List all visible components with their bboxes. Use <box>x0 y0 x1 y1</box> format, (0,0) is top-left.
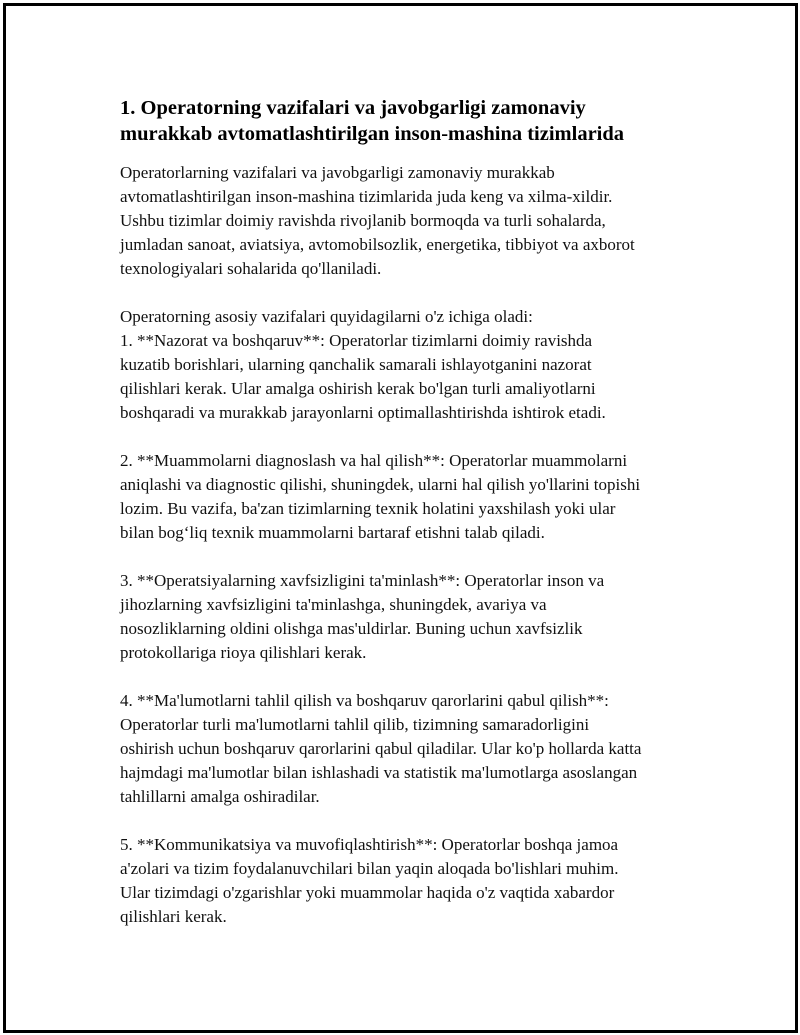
list-item: 2. **Muammolarni diagnoslash va hal qilish**: Operatorlar muammolarni aniqlashi va diagnostic qilishi, shuningdek, ularni hal qilish yo'llarini topishi lozim. Bu vazifa, ba'zan tizimlarning texnik holatini yaxshilash yoki ular bilan bog‘liq texnik muammolarni bartaraf etishni talab qiladi. <box>120 451 641 542</box>
paragraph-gap <box>120 665 700 689</box>
intro-paragraph: Operatorlarning vazifalari va javobgarligi zamonaviy murakkab avtomatlashtirilgan inson-mashina tizimlarida juda keng va xilma-xildir. Ushbu tizimlar doimiy ravishda rivojlanib bormoqda va turli sohalarda, jumladan sanoat, aviatsiya, avtomobilsozlik, energetika, tibbiyot va axborot texnologiyalari sohalarida qo'llaniladi. <box>120 163 635 278</box>
paragraph-gap <box>120 281 700 305</box>
paragraph-gap <box>120 809 700 833</box>
list-item: 3. **Operatsiyalarning xavfsizligini ta'minlash**: Operatorlar inson va jihozlarning xavfsizligini ta'minlashga, shuningdek, avariya va nosozliklarning oldini olishga mas'uldirlar. Buning uchun xavfsizlik protokollariga rioya qilishlari kerak. <box>120 571 605 662</box>
list-item: 5. **Kommunikatsiya va muvofiqlashtirish**: Operatorlar boshqa jamoa a'zolari va tizim foydalanuvchilari bilan yaqin aloqada bo'lishlari muhim. Ular tizimdagi o'zgarishlar yoki muammolar haqida o'z vaqtida xabardor qilishlari kerak. <box>120 835 619 926</box>
paragraph-gap <box>120 425 700 449</box>
list-item: 4. **Ma'lumotlarni tahlil qilish va boshqaruv qarorlarini qabul qilish**: Operatorlar turli ma'lumotlarni tahlil qilib, tizimning samaradorligini oshirish uchun boshqaruv qarorlarini qabul qiladilar. Ular ko'p hollarda katta hajmdagi ma'lumotlar bilan ishlashadi va statistik ma'lumotlarga asoslangan tahlillarni amalga oshiradilar. <box>120 691 642 806</box>
list-item: 1. **Nazorat va boshqaruv**: Operatorlar tizimlarni doimiy ravishda kuzatib borishlari, ularning qanchalik samarali ishlayotganini nazorat qilishlari kerak. Ular amalga oshirish kerak bo'lgan turli amaliyotlarni boshqaradi va murakkab jarayonlarni optimallashtirishda ishtirok etadi. <box>120 331 606 422</box>
list-intro: Operatorning asosiy vazifalari quyidagilarni o'z ichiga oladi: <box>120 307 533 326</box>
document-title: 1. Operatorning vazifalari va javobgarligi zamonaviy murakkab avtomatlashtirilgan inson-mashina tizimlarida <box>120 97 625 145</box>
paragraph-gap <box>120 545 700 569</box>
document-page <box>3 3 798 1033</box>
document-content <box>120 95 700 929</box>
